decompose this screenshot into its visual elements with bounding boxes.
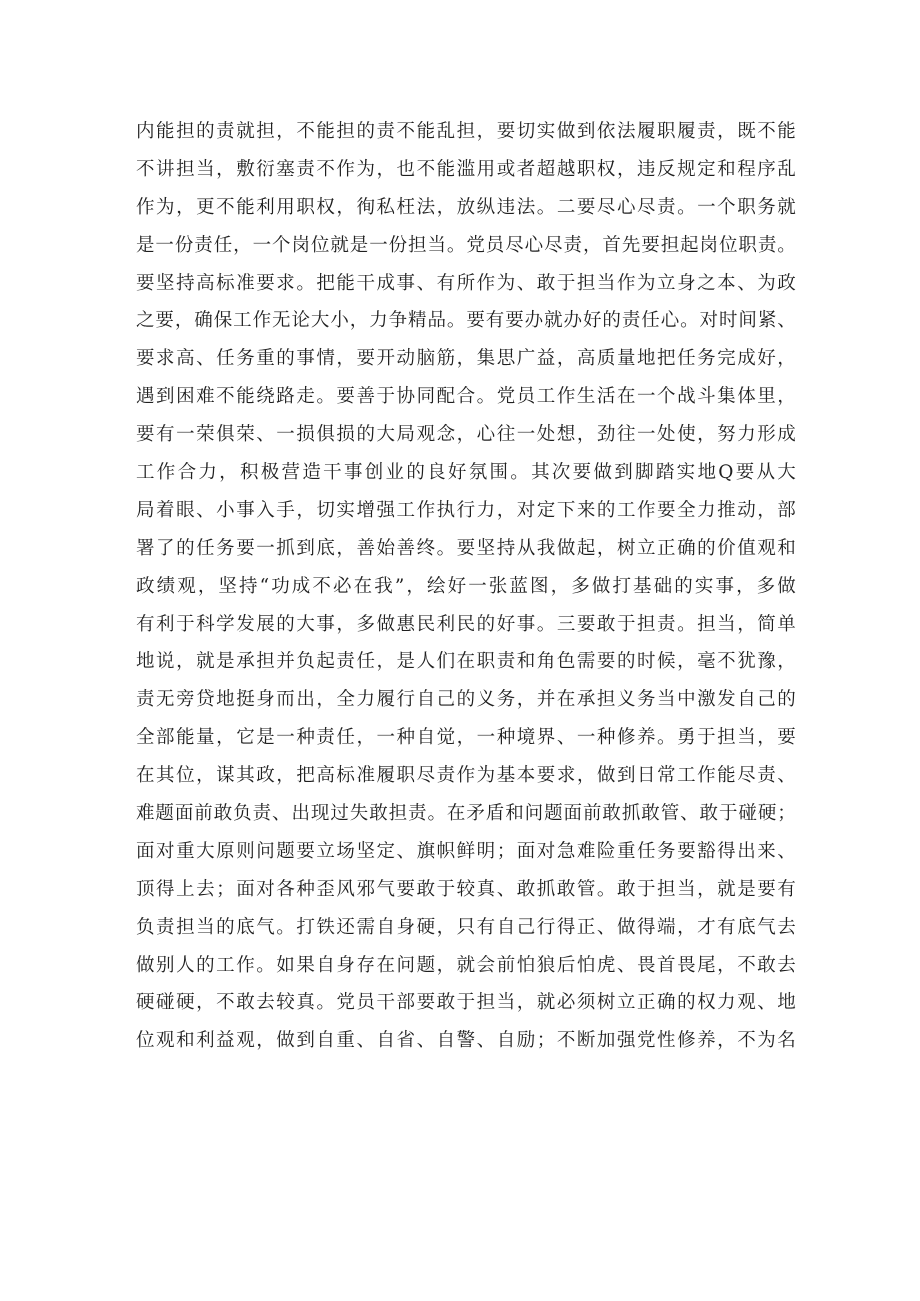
text-line-3: 作为，更不能利用职权，徇私枉法，放纵违法。二要尽心尽责。一个职务就 [136, 196, 796, 218]
text-line-5: 要坚持高标准要求。把能干成事、有所作为、敢于担当作为立身之本、为政 [136, 272, 796, 294]
text-line-24: 硬碰硬，不敢去较真。党员干部要敢于担当，就必须树立正确的权力观、地 [136, 992, 796, 1014]
text-line-18: 在其位，谋其政，把高标准履职尽责作为基本要求，做到日常工作能尽责、 [136, 765, 796, 787]
text-line-19: 难题面前敢负责、出现过失敢担责。在矛盾和问题面前敢抓敢管、敢于碰硬； [136, 803, 796, 825]
text-line-11: 局着眼、小事入手，切实增强工作执行力，对定下来的工作要全力推动，部 [136, 499, 796, 521]
body-text [136, 113, 796, 1060]
text-line-4: 是一份责任，一个岗位就是一份担当。党员尽心尽责，首先要担起岗位职责。 [136, 234, 796, 256]
text-line-10: 工作合力，积极营造干事创业的良好氛围。其次要做到脚踏实地Q要从大 [136, 462, 796, 484]
text-line-15: 地说，就是承担并负起责任，是人们在职责和角色需要的时候，毫不犹豫， [136, 651, 796, 673]
text-line-20: 面对重大原则问题要立场坚定、旗帜鲜明；面对急难险重任务要豁得出来、 [136, 840, 796, 862]
text-line-9: 要有一荣俱荣、一损俱损的大局观念，心往一处想，劲往一处使，努力形成 [136, 424, 796, 446]
text-line-1: 内能担的责就担，不能担的责不能乱担，要切实做到依法履职履责，既不能 [136, 121, 796, 142]
text-line-23: 做别人的工作。如果自身存在问题，就会前怕狼后怕虎、畏首畏尾，不敢去 [136, 954, 796, 976]
text-line-6: 之要，确保工作无论大小，力争精品。要有要办就办好的责任心。对时间紧、 [136, 310, 796, 332]
text-line-12: 署了的任务要一抓到底，善始善终。要坚持从我做起，树立正确的价值观和 [136, 537, 796, 559]
text-line-25: 位观和利益观，做到自重、自省、自警、自励；不断加强党性修养，不为名 [136, 1030, 796, 1052]
text-line-7: 要求高、任务重的事情，要开动脑筋，集思广益，高质量地把任务完成好， [136, 348, 796, 370]
text-line-14: 有利于科学发展的大事，多做惠民利民的好事。三要敢于担责。担当，简单 [136, 613, 796, 635]
text-line-16: 责无旁贷地挺身而出，全力履行自己的义务，并在承担义务当中激发自己的 [136, 689, 796, 711]
text-line-22: 负责担当的底气。打铁还需自身硬，只有自己行得正、做得端，才有底气去 [136, 916, 796, 938]
text-line-8: 遇到困难不能绕路走。要善于协同配合。党员工作生活在一个战斗集体里， [136, 386, 796, 408]
text-line-21: 顶得上去；面对各种歪风邪气要敢于较真、敢抓敢管。敢于担当，就是要有 [136, 878, 796, 900]
text-line-2: 不讲担当，敷衍塞责不作为，也不能滥用或者超越职权，违反规定和程序乱 [136, 158, 796, 180]
text-line-13: 政绩观，坚持“功成不必在我”，绘好一张蓝图，多做打基础的实事，多做 [136, 575, 796, 597]
text-line-17: 全部能量，它是一种责任，一种自觉，一种境界、一种修养。勇于担当，要 [136, 727, 796, 749]
